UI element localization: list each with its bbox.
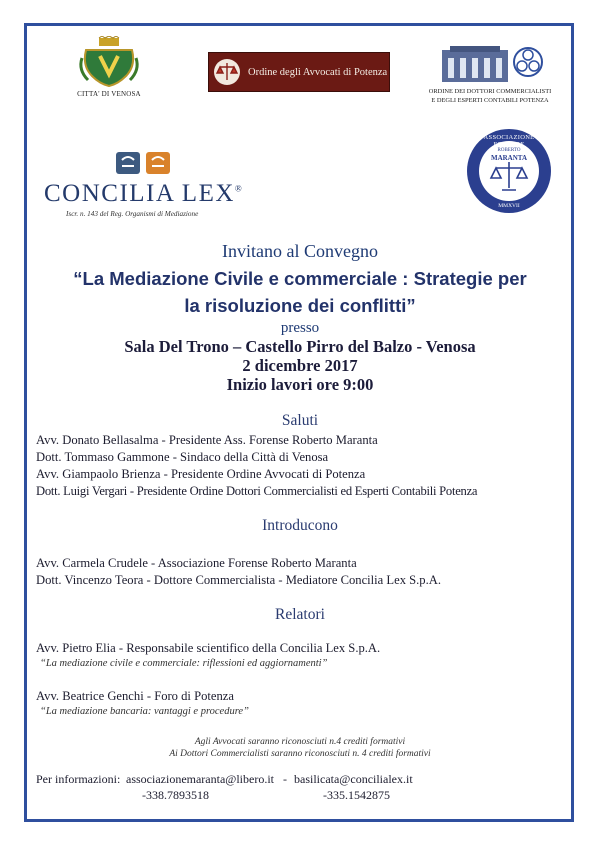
maranta-top-text: ROBERTO [497,148,521,153]
registered-mark: ® [234,183,244,194]
concilia-lex-name-text: CONCILIA LEX [44,180,235,207]
concilia-lex-logo [44,150,254,222]
commercialisti-label-2: E DEGLI ESPERTI CONTABILI POTENZA [431,97,549,104]
credits-line-2: Ai Dottori Commercialisti saranno riconosciuti n. 4 crediti formativi [169,749,431,759]
introducono-item: Dott. Vincenzo Teora - Dottore Commercialista - Mediatore Concilia Lex S.p.A. [36,573,441,587]
maranta-name-text: MARANTA [490,154,528,162]
maranta-year-text: MMXVII [498,203,520,209]
venosa-logo [74,36,144,100]
invite-venue: Sala Del Trono – Castello Pirro del Balzo - Venosa [124,337,476,356]
concilia-lex-sub: Iscr. n. 143 del Reg. Organismi di Mediazione [66,210,199,218]
maranta-seal [466,128,552,214]
saluti-item: Avv. Donato Bellasalma - Presidente Ass. Forense Roberto Maranta [36,433,378,447]
invite-intro: Invitano al Convegno [222,241,378,261]
venosa-crest-icon [74,36,144,88]
relatori-speaker: Avv. Beatrice Genchi - Foro di Potenza [36,689,234,703]
contacts-label: Per informazioni: [36,772,121,786]
saluti-item: Dott. Luigi Vergari - Presidente Ordine Dottori Commercialisti ed Esperti Contabili Potenza [36,484,478,498]
introducono-heading: Introducono [262,517,338,534]
relatori-talk: “La mediazione bancaria: vantaggi e procedure” [40,706,249,717]
saluti-item: Dott. Tommaso Gammone - Sindaco della Città di Venosa [36,450,329,464]
contact-separator: - [283,772,287,786]
credits-line-1: Agli Avvocati saranno riconosciuti n.4 crediti formativi [194,737,406,747]
ordine-commercialisti-logo [420,44,560,110]
relatori-speaker: Avv. Pietro Elia - Responsabile scientifico della Concilia Lex S.p.A. [36,641,381,655]
concilia-lex-icon [114,150,174,176]
commercialisti-label-1: ORDINE DEI DOTTORI COMMERCIALISTI [428,88,552,95]
invite-title-line-1: “La Mediazione Civile e commerciale : Strategie per [73,268,527,289]
scales-emblem-icon [212,56,242,88]
relatori-talk: “La mediazione civile e commerciale: riflessioni ed aggiornamenti” [40,658,328,669]
contact-email-maranta[interactable]: associazionemaranta@libero.it [126,772,274,786]
saluti-item: Avv. Giampaolo Brienza - Presidente Ordine Avvocati di Potenza [36,467,366,481]
invite-date: 2 dicembre 2017 [242,356,358,375]
concilia-lex-name [44,180,243,208]
building-icon [420,44,560,84]
ordine-avvocati-label: Ordine degli Avvocati di Potenza [248,66,388,78]
invite-presso: presso [280,320,320,336]
introducono-item: Avv. Carmela Crudele - Associazione Forense Roberto Maranta [36,556,357,570]
contact-email-concilialex[interactable]: basilicata@concilialex.it [294,772,413,786]
saluti-heading: Saluti [281,412,319,429]
relatori-heading: Relatori [275,606,325,623]
invite-title-line-2: la risoluzione dei conflitti” [184,295,416,316]
contact-phone-maranta: -338.7893518 [142,788,209,802]
maranta-ring-text: ASSOCIAZIONE FORENSE [483,134,535,148]
ordine-avvocati-logo [208,52,390,92]
invite-start: Inizio lavori ore 9:00 [226,375,374,394]
venosa-label: CITTA' DI VENOSA [77,90,141,98]
contact-phone-concilialex: -335.1542875 [323,788,390,802]
